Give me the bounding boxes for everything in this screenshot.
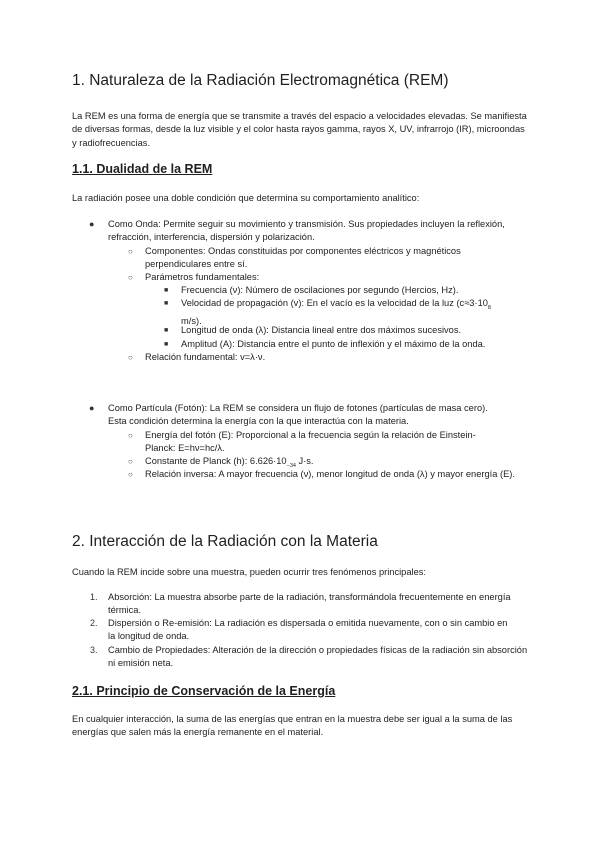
section-1-1-intro: La radiación posee una doble condición que determina su comportamiento analítico: bbox=[72, 193, 420, 203]
list-number: 2. bbox=[90, 618, 98, 628]
bullet-disc-icon: ● bbox=[89, 219, 95, 229]
section-2-intro: Cuando la REM incide sobre una muestra, pueden ocurrir tres fenómenos principales: bbox=[72, 567, 426, 577]
absorcion-item: Absorción: La muestra absorbe parte de la radiación, transformándola frecuentemente en energía térmica. bbox=[108, 592, 511, 616]
onda-item: Como Onda: Permite seguir su movimiento y transmisión. Sus propiedades incluyen la reflexión, refracción, interferencia, dispersión y polarización. bbox=[108, 219, 505, 243]
section-2-title: 2. Interacción de la Radiación con la Materia bbox=[72, 533, 378, 550]
velocidad-text-b: m/s). bbox=[181, 316, 202, 327]
section-2-1-title: 2.1. Principio de Conservación de la Energía bbox=[72, 684, 336, 698]
list-number: 3. bbox=[90, 645, 98, 655]
planck-exponent: −34 bbox=[286, 462, 296, 469]
velocidad-exponent: 8 bbox=[487, 304, 491, 311]
planck-text-a: Constante de Planck (h): 6.626·10 bbox=[145, 456, 287, 466]
bullet-circle-icon: ○ bbox=[128, 247, 133, 256]
section-2-1-text: En cualquier interacción, la suma de las energías que entran en la muestra debe ser igual a la suma de las energías que salen más la energía remanente en el material. bbox=[72, 714, 513, 738]
list-number: 1. bbox=[90, 592, 98, 602]
dispersion-item: Dispersión o Re-emisión: La radiación es dispersada o emitida nuevamente, con o sin cambio en la longitud de onda. bbox=[108, 618, 508, 642]
bullet-circle-icon: ○ bbox=[128, 470, 133, 479]
section-1-1-title: 1.1. Dualidad de la REM bbox=[72, 162, 213, 176]
section-1-intro: La REM es una forma de energía que se transmite a través del espacio a velocidades elevadas. Se manifiesta de diversas formas, desde la luz visible y el color hasta rayos gamma, rayos X, UV, infrarrojo (IR), microondas y radiofrecuencias. bbox=[72, 111, 527, 148]
section-1-title: 1. Naturaleza de la Radiación Electromagnética (REM) bbox=[72, 72, 449, 89]
bullet-circle-icon: ○ bbox=[128, 273, 133, 282]
componentes-item: Componentes: Ondas constituidas por componentes eléctricos y magnéticos perpendiculares entre sí. bbox=[145, 246, 461, 270]
bullet-circle-icon: ○ bbox=[128, 431, 133, 440]
bullet-square-icon: ■ bbox=[164, 300, 169, 307]
bullet-square-icon: ■ bbox=[164, 341, 169, 348]
amplitud-item: Amplitud (A): Distancia entre el punto de inflexión y el máximo de la onda. bbox=[181, 339, 486, 349]
bullet-disc-icon: ● bbox=[89, 403, 95, 413]
bullet-circle-icon: ○ bbox=[128, 353, 133, 362]
parametros-label: Parámetros fundamentales: bbox=[145, 272, 260, 282]
cambio-item: Cambio de Propiedades: Alteración de la dirección o propiedades físicas de la radiación sin absorción ni emisión neta. bbox=[108, 645, 528, 669]
longitud-item: Longitud de onda (λ): Distancia lineal entre dos máximos sucesivos. bbox=[181, 325, 462, 335]
bullet-circle-icon: ○ bbox=[128, 457, 133, 466]
planck-text-b: J·s. bbox=[295, 456, 314, 466]
bullet-square-icon: ■ bbox=[164, 327, 169, 334]
particula-item: Como Partícula (Fotón): La REM se considera un flujo de fotones (partículas de masa cero). Esta condición determina la energía con la que interactúa con la materia. bbox=[108, 403, 488, 427]
frecuencia-item: Frecuencia (ν): Número de oscilaciones por segundo (Hercios, Hz). bbox=[181, 285, 459, 295]
bullet-square-icon: ■ bbox=[164, 287, 169, 294]
inversa-item: Relación inversa: A mayor frecuencia (ν), menor longitud de onda (λ) y mayor energía (E). bbox=[145, 469, 515, 479]
relacion-item: Relación fundamental: v=λ·ν. bbox=[145, 352, 266, 362]
velocidad-text-a: Velocidad de propagación (v): En el vacío es la velocidad de la luz (c≈3·10 bbox=[181, 298, 488, 308]
energia-item: Energía del fotón (E): Proporcional a la frecuencia según la relación de Einstein-Planck: E=hν=hc/λ. bbox=[145, 430, 476, 454]
